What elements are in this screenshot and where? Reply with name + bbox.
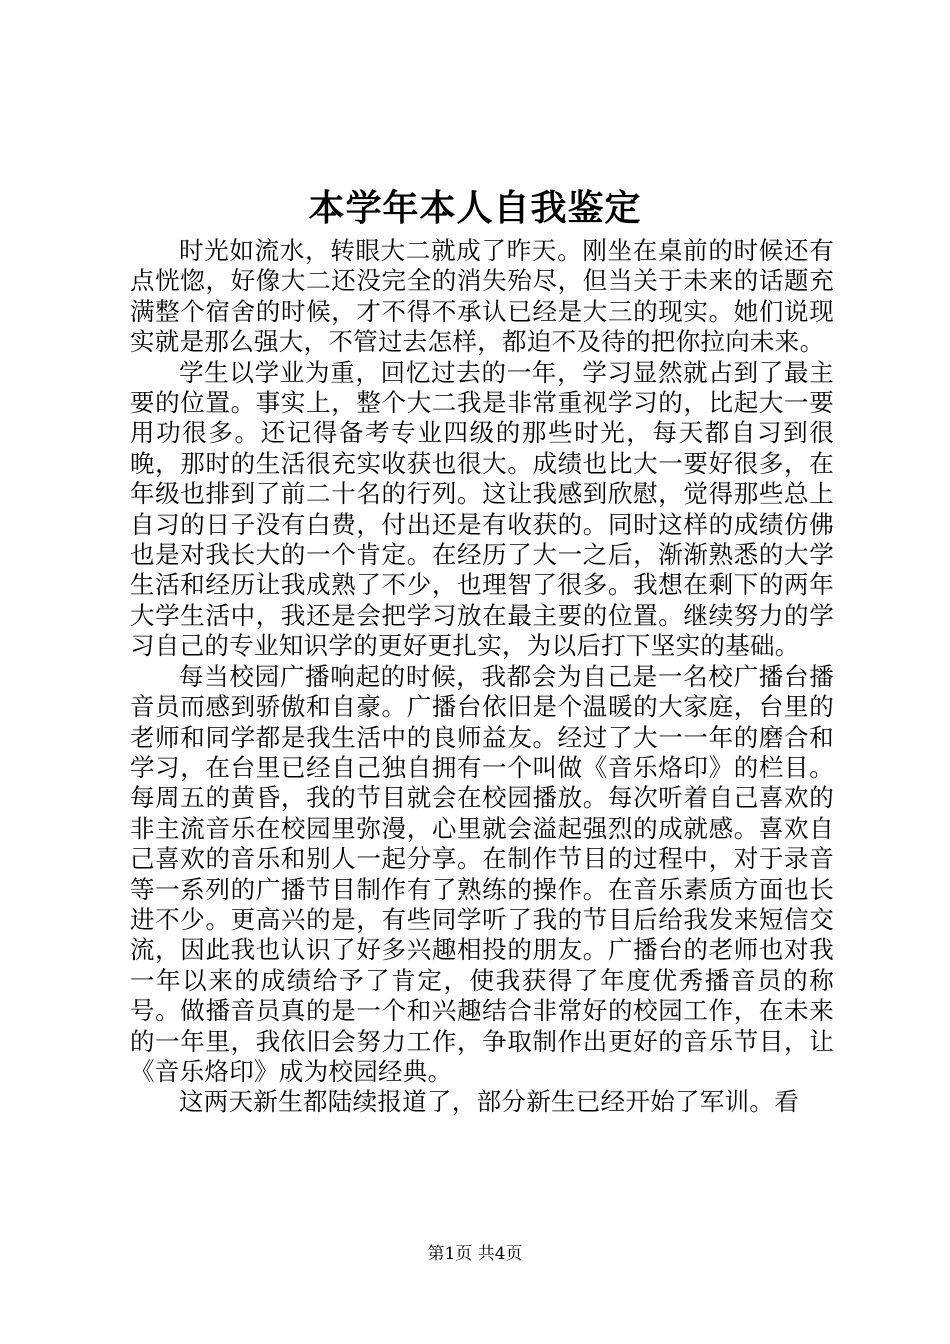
paragraph: 学生以学业为重，回忆过去的一年，学习显然就占到了最主要的位置。事实上，整个大二我是非常重视学习的，比起大一要用功很多。还记得备考专业四级的那些时光，每天都自习到很晚，那时的生活很充实收获也很大。成绩也比大一要好很多，在年级也排到了前二十名的行列。这让我感到欣慰，觉得那些总上自习的日子没有白费，付出还是有收获的。同时这样的成绩仿佛也是对我长大的一个肯定。在经历了大一之后，渐渐熟悉的大学生活和经历让我成熟了不少，也理智了很多。我想在剩下的两年大学生活中，我还是会把学习放在最主要的位置。继续努力的学习自己的专业知识学的更好更扎实，为以后打下坚实的基础。 xyxy=(130,357,834,661)
paragraph: 这两天新生都陆续报道了，部分新生已经开始了军训。看 xyxy=(179,1087,799,1117)
document-body xyxy=(130,236,834,1118)
document-title: 本学年本人自我鉴定 xyxy=(308,187,642,229)
paragraph: 时光如流水，转眼大二就成了昨天。刚坐在桌前的时候还有点恍惚，好像大二还没完全的消失殆尽，但当关于未来的话题充满整个宿舍的时候，才不得不承认已经是大三的现实。她们说现实就是那么强大，不管过去怎样，都迫不及待的把你拉向未来。 xyxy=(130,236,834,357)
paragraph: 每当校园广播响起的时候，我都会为自己是一名校广播台播音员而感到骄傲和自豪。广播台依旧是个温暖的大家庭，台里的老师和同学都是我生活中的良师益友。经过了大一一年的磨合和学习，在台里已经自己独自拥有一个叫做《音乐烙印》的栏目。每周五的黄昏，我的节目就会在校园播放。每次听着自己喜欢的非主流音乐在校园里弥漫，心里就会溢起强烈的成就感。喜欢自己喜欢的音乐和别人一起分享。在制作节目的过程中，对于录音等一系列的广播节目制作有了熟练的操作。在音乐素质方面也长进不少。更高兴的是，有些同学听了我的节目后给我发来短信交流，因此我也认识了好多兴趣相投的朋友。广播台的老师也对我一年以来的成绩给予了肯定，使我获得了年度优秀播音员的称号。做播音员真的是一个和兴趣结合非常好的校园工作，在未来的一年里，我依旧会努力工作，争取制作出更好的音乐节目，让《音乐烙印》成为校园经典。 xyxy=(130,661,834,1086)
page-footer: 第1页 共4页 xyxy=(427,1244,523,1264)
